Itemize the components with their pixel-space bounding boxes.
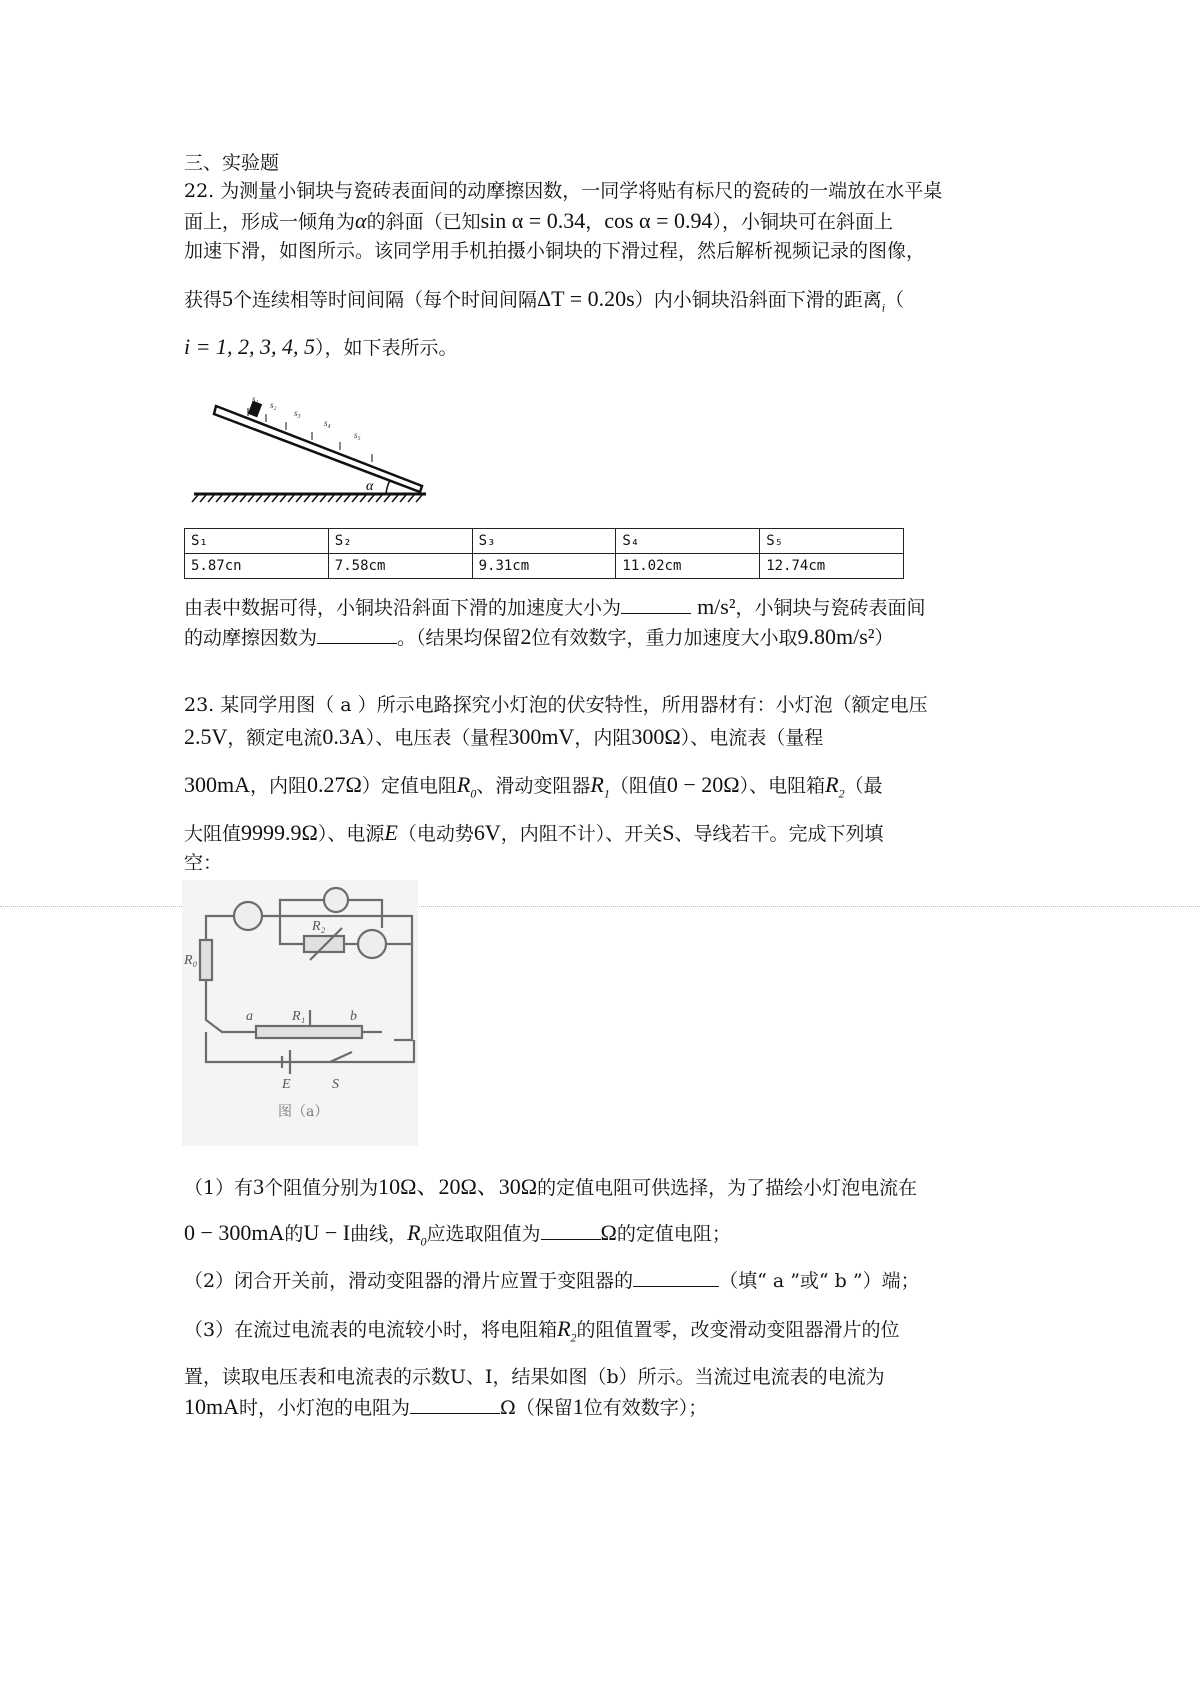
q23-line-5: 空：: [184, 852, 223, 874]
incline-figure: [190, 394, 430, 506]
q23-text: 的: [284, 1223, 304, 1245]
q22-text: 。（结果均保留: [397, 627, 521, 649]
circuit-label: S: [332, 1077, 339, 1092]
value: 300Ω: [631, 724, 681, 749]
q23-text: （1）有: [184, 1177, 254, 1199]
value: 9999.9Ω: [241, 820, 318, 845]
value: 3: [253, 1174, 265, 1199]
table-cell: 9.31cm: [472, 554, 616, 579]
q23-text: 位有效数字）；: [583, 1397, 708, 1419]
svg-text:s₅: s₅: [354, 430, 361, 440]
table-cell: S₂: [328, 529, 472, 554]
value: 2.5V: [184, 724, 228, 749]
q23-text: 个阻值分别为: [264, 1177, 379, 1199]
svg-text:s₄: s₄: [324, 418, 331, 428]
q23-text: （3）在流过电流表的电流较小时，将电阻箱: [184, 1319, 558, 1341]
delta-t-value: ΔT = 0.20s: [537, 286, 635, 311]
circuit-label: E: [282, 1077, 291, 1092]
r2-symbol: $R_2$: [825, 772, 845, 801]
q23-text: （电动势: [397, 823, 474, 845]
q22-line-2: 面上，形成一倾角为α的斜面（已知sin α = 0.34，cos α = 0.94），小铜块可在斜面上: [184, 208, 893, 233]
q23-text: （阻值: [609, 775, 667, 797]
number: 5: [222, 286, 234, 311]
r1-symbol: $R_1$: [590, 772, 610, 801]
q22-result-line-1: [184, 594, 925, 621]
circuit-label: R₀: [184, 953, 198, 968]
r0-symbol: $R_0$: [407, 1220, 427, 1249]
alpha-symbol: α: [355, 208, 367, 233]
q23-text: ，额定电流: [227, 727, 323, 749]
q23-part-1-line-2: [184, 1220, 731, 1254]
q22-text: 由表中数据可得，小铜块沿斜面下滑的加速度大小为: [184, 597, 622, 619]
q23-part-3-line-2: 置，读取电压表和电流表的示数U、I，结果如图（b）所示。当流过电流表的电流为: [184, 1366, 885, 1388]
q23-text: 、滑动变阻器: [476, 775, 591, 797]
circuit-label: b: [350, 1009, 357, 1024]
q23-text: （最: [844, 775, 883, 797]
s-i-symbol: i: [881, 300, 886, 315]
q23-part-3-line-3: [184, 1394, 707, 1421]
q22-result-line-2: 的动摩擦因数为 。（结果均保留2位有效数字，重力加速度大小取9.80m/s²）: [184, 624, 894, 649]
section-title: 三、实验题: [184, 152, 280, 174]
value: 10Ω、20Ω、30Ω: [378, 1174, 538, 1199]
alpha-label: α: [366, 479, 374, 494]
q23-text: 大阻值: [184, 823, 242, 845]
q22-text: ）: [874, 627, 894, 649]
table-cell: 11.02cm: [616, 554, 760, 579]
unit: m/s²: [697, 594, 736, 619]
q23-text: 应选取阻值为: [426, 1223, 541, 1245]
r2-symbol: $R_2$: [557, 1316, 577, 1345]
q23-text: ）、电阻箱: [739, 775, 826, 797]
gravity-value: 9.80m/s²: [797, 624, 875, 649]
q23-text: 时，小灯泡的电阻为: [239, 1397, 411, 1419]
table-cell: 5.87cn: [185, 554, 329, 579]
q23-text: 、导线若干。完成下列填: [674, 823, 884, 845]
q23-text: 的阻值置零，改变滑动变阻器滑片的位: [576, 1319, 900, 1341]
value: 300mA: [184, 772, 250, 797]
q22-text: ）内小铜块沿斜面下滑的距离: [634, 289, 882, 311]
svg-text:s₂: s₂: [270, 400, 277, 410]
q23-text: Ω（保留: [500, 1397, 573, 1419]
answer-blank[interactable]: [633, 1268, 719, 1287]
q23-text: 曲线，: [350, 1223, 408, 1245]
figure-caption: 图（a）: [278, 1104, 329, 1120]
value: 300mV: [508, 724, 575, 749]
value: 1: [572, 1394, 584, 1419]
table-cell: S₄: [616, 529, 760, 554]
table-header-row: [185, 529, 904, 554]
q22-line-4: 获得5个连续相等时间间隔（每个时间间隔ΔT = 0.20s）内小铜块沿斜面下滑的距离$_i$（: [184, 286, 905, 315]
q23-text: ）、电压表（量程: [365, 727, 509, 749]
q23-line-4: [184, 820, 884, 847]
value: 0 − 20Ω: [666, 772, 740, 797]
q23-text: ，内阻不计）、开关: [500, 823, 663, 845]
q23-part-3-line-1: [184, 1316, 900, 1350]
value: S: [662, 820, 675, 845]
answer-blank[interactable]: [317, 625, 397, 644]
q22-text: 的动摩擦因数为: [184, 627, 318, 649]
svg-text:s₁: s₁: [252, 394, 259, 404]
q22-text: 获得: [184, 289, 223, 311]
unit: Ω: [600, 1220, 617, 1245]
page-divider: [0, 906, 1200, 907]
value: U − I: [303, 1220, 351, 1245]
q23-text: （2）闭合开关前，滑动变阻器的滑片应置于变阻器的: [184, 1270, 634, 1292]
value: 0 − 300mA: [184, 1220, 285, 1245]
q23-text: ）、电源: [317, 823, 385, 845]
q22-line-5: [184, 334, 457, 361]
q22-text: ），小铜块可在斜面上: [712, 211, 893, 233]
circuit-figure: [182, 880, 418, 1146]
q23-text: （填“ a ”或“ b ”）端；: [719, 1270, 920, 1292]
table-cell: S₁: [185, 529, 329, 554]
sin-value: sin α = 0.34: [480, 208, 586, 233]
distance-table: [184, 528, 904, 579]
q23-text: 的定值电阻可供选择，为了描绘小灯泡电流在: [537, 1177, 918, 1199]
q23-line-3: [184, 772, 883, 806]
circuit-label: R₂: [312, 919, 326, 934]
q23-line-1: 23. 某同学用图（ a ）所示电路探究小灯泡的伏安特性，所用器材有：小灯泡（额定电压: [184, 694, 928, 716]
svg-text:s₃: s₃: [294, 408, 301, 418]
q23-part-2: [184, 1268, 920, 1294]
q22-text: ，小铜块与瓷砖表面间: [735, 597, 926, 619]
q23-text: ）、电流表（量程: [680, 727, 824, 749]
q23-text: 的定值电阻；: [616, 1223, 731, 1245]
q22-text: 个连续相等时间间隔（每个时间间隔: [233, 289, 538, 311]
r0-symbol: $R_0$: [456, 772, 477, 801]
q23-text: ，内阻: [574, 727, 632, 749]
q23-text: ）定值电阻: [361, 775, 457, 797]
answer-blank[interactable]: [541, 1221, 601, 1240]
q23-text: ，内阻: [250, 775, 308, 797]
q23-part-1-line-1: [184, 1174, 917, 1201]
table-cell: 7.58cm: [328, 554, 472, 579]
answer-blank[interactable]: [621, 595, 691, 614]
e-symbol: E: [384, 820, 398, 845]
q22-line-1: 22. 为测量小铜块与瓷砖表面间的动摩擦因数，一同学将贴有标尺的瓷砖的一端放在水平桌: [184, 180, 943, 202]
table-cell: S₅: [760, 529, 904, 554]
table-row: [185, 554, 904, 579]
circuit-label: a: [246, 1009, 253, 1024]
value: 10mA: [184, 1394, 239, 1419]
q22-text: 的斜面（已知: [366, 211, 481, 233]
value: 6V: [473, 820, 501, 845]
table-cell: 12.74cm: [760, 554, 904, 579]
cos-value: cos α = 0.94: [604, 208, 713, 233]
q22-text: ），如下表所示。: [314, 337, 458, 359]
q22-text: 位有效数字，重力加速度大小取: [531, 627, 798, 649]
value: 0.27Ω: [307, 772, 362, 797]
q22-text: 面上，形成一倾角为: [184, 211, 356, 233]
table-cell: S₃: [472, 529, 616, 554]
q22-line-3: 加速下滑，如图所示。该同学用手机拍摄小铜块的下滑过程，然后解析视频记录的图像，: [184, 240, 926, 262]
circuit-label: R₁: [292, 1009, 306, 1024]
value: 0.3A: [322, 724, 366, 749]
q23-line-2: [184, 724, 823, 751]
index-range: i = 1, 2, 3, 4, 5: [184, 334, 315, 359]
answer-blank[interactable]: [410, 1395, 500, 1414]
